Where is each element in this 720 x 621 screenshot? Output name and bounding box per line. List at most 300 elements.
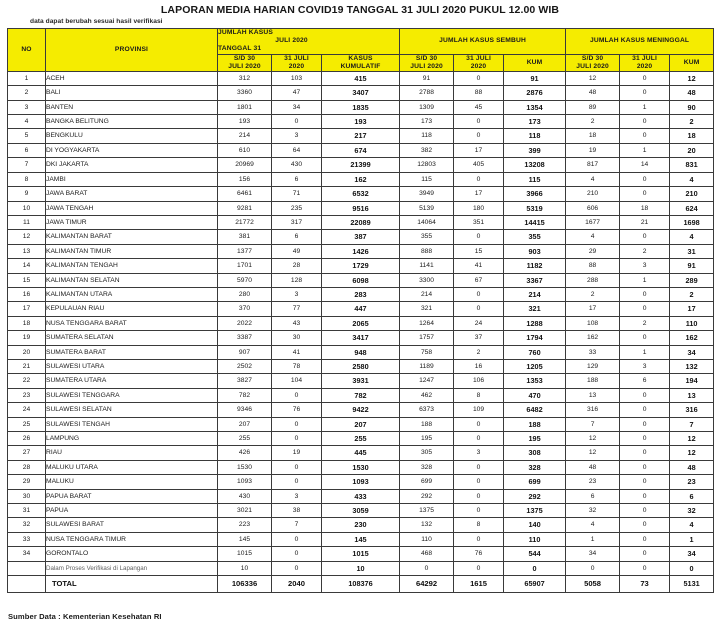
cell-value: 288	[566, 273, 620, 287]
cell-value: 0	[272, 417, 322, 431]
cell-value: 782	[218, 388, 272, 402]
cell-no: 9	[8, 187, 46, 201]
cell-value: 3417	[322, 331, 400, 345]
cell-no: 24	[8, 403, 46, 417]
cell-value: 1182	[504, 259, 566, 273]
cell-value: 22089	[322, 215, 400, 229]
cell-value: 67	[454, 273, 504, 287]
cell-value: 312	[218, 71, 272, 85]
cell-value: 48	[670, 460, 714, 474]
cell-value: 207	[322, 417, 400, 431]
cell-value: 31	[670, 244, 714, 258]
cell-provinsi: JAWA TIMUR	[46, 215, 218, 229]
cell-value: 193	[322, 115, 400, 129]
cell-value: 1757	[400, 331, 454, 345]
cell-value: 34	[272, 100, 322, 114]
table-row	[8, 504, 714, 518]
cell-provinsi: BANTEN	[46, 100, 218, 114]
cell-value: 18	[566, 129, 620, 143]
cell-value: 0	[620, 230, 670, 244]
table-row	[8, 316, 714, 330]
cell-value: 6	[620, 374, 670, 388]
table-row	[8, 489, 714, 503]
cell-value: 0	[620, 287, 670, 301]
cell-value: 6	[670, 489, 714, 503]
cell-value: 24	[454, 316, 504, 330]
cell-value: 3949	[400, 187, 454, 201]
cell-value: 415	[322, 71, 400, 85]
cell-value: 0	[272, 115, 322, 129]
cell-value: 110	[504, 532, 566, 546]
cell-value: 3	[620, 359, 670, 373]
cell-value: 831	[670, 158, 714, 172]
cell-value: 235	[272, 201, 322, 215]
header-kasus-31juli-text: 31 JULI 2020	[284, 54, 309, 70]
header-kasus-31juli	[272, 54, 322, 71]
cell-value: 3300	[400, 273, 454, 287]
cell-provinsi: LAMPUNG	[46, 432, 218, 446]
cell-value: 255	[322, 432, 400, 446]
cell-value: 20969	[218, 158, 272, 172]
cell-value: 47	[272, 86, 322, 100]
table-row	[8, 331, 714, 345]
header-meninggal-kum-text: KUM	[683, 58, 700, 66]
cell-value: 18	[670, 129, 714, 143]
cell-provinsi: JAWA BARAT	[46, 187, 218, 201]
cell-value: 2580	[322, 359, 400, 373]
cell-provinsi: BANGKA BELITUNG	[46, 115, 218, 129]
cell-value: 214	[400, 287, 454, 301]
cell-value: 2	[566, 115, 620, 129]
cell-value: 0	[620, 331, 670, 345]
cell-value: 132	[670, 359, 714, 373]
cell-value: 19	[272, 446, 322, 460]
cell-value: 1015	[218, 547, 272, 561]
cell-value: 328	[400, 460, 454, 474]
cell-value: 1	[566, 532, 620, 546]
cell-value: 14415	[504, 215, 566, 229]
cell-value: 610	[218, 143, 272, 157]
cell-value: 3021	[218, 504, 272, 518]
cell-no: 7	[8, 158, 46, 172]
cell-value: 1377	[218, 244, 272, 258]
cell-value: 214	[218, 129, 272, 143]
cell-value: 13208	[504, 158, 566, 172]
cell-value: 12	[566, 446, 620, 460]
cell-value: 699	[504, 475, 566, 489]
cell-value: 1794	[504, 331, 566, 345]
cell-value: 41	[272, 345, 322, 359]
cell-no: 18	[8, 316, 46, 330]
cell-value: 110	[670, 316, 714, 330]
cell-value: 0	[620, 561, 670, 575]
table-row-total	[8, 576, 714, 593]
cell-value: 10	[218, 561, 272, 575]
cell-no: 31	[8, 504, 46, 518]
cell-value: 355	[400, 230, 454, 244]
cell-no: 3	[8, 100, 46, 114]
cell-no: 21	[8, 359, 46, 373]
cell-value: 8	[454, 518, 504, 532]
cell-value: 1093	[218, 475, 272, 489]
table-row	[8, 287, 714, 301]
cell-value: 351	[454, 215, 504, 229]
cell-value: 13	[566, 388, 620, 402]
header-sembuh-31juli	[454, 54, 504, 71]
table-row	[8, 115, 714, 129]
table-row	[8, 244, 714, 258]
cell-no: 11	[8, 215, 46, 229]
cell-value: 0	[620, 115, 670, 129]
header-group-kasus-line2: JULI 2020	[275, 37, 308, 45]
cell-value: 624	[670, 201, 714, 215]
cell-value: 0	[620, 432, 670, 446]
cell-value: 0	[454, 532, 504, 546]
cell-value: 0	[454, 475, 504, 489]
cell-value: 106	[454, 374, 504, 388]
cell-value: 108	[566, 316, 620, 330]
cell-value: 0	[454, 230, 504, 244]
cell-value: 156	[218, 172, 272, 186]
cell-value: 12	[566, 432, 620, 446]
cell-value: 45	[454, 100, 504, 114]
cell-no	[8, 561, 46, 575]
header-meninggal-sd30-text: S/D 30 JULI 2020	[576, 54, 609, 70]
cell-value: 468	[400, 547, 454, 561]
cell-value: 20	[670, 143, 714, 157]
cell-value: 173	[400, 115, 454, 129]
cell-value: 10	[322, 561, 400, 575]
table-row	[8, 345, 714, 359]
cell-value: 6	[272, 230, 322, 244]
cell-provinsi: SULAWESI BARAT	[46, 518, 218, 532]
table-row	[8, 475, 714, 489]
table-row	[8, 259, 714, 273]
cell-value: 9422	[322, 403, 400, 417]
cell-value: 16	[454, 359, 504, 373]
cell-value: 1	[670, 532, 714, 546]
table-row	[8, 446, 714, 460]
cell-value: 1530	[218, 460, 272, 474]
cell-value: 91	[400, 71, 454, 85]
table-row	[8, 215, 714, 229]
cell-value: 3	[454, 446, 504, 460]
cell-value: 0	[620, 417, 670, 431]
cell-value: 110	[400, 532, 454, 546]
cell-value: 1189	[400, 359, 454, 373]
cell-value: 426	[218, 446, 272, 460]
cell-value: 32	[670, 504, 714, 518]
cell-no: 25	[8, 417, 46, 431]
cell-no: 16	[8, 287, 46, 301]
header-kasus-kumulatif	[322, 54, 400, 71]
cell-value: 34	[670, 547, 714, 561]
table-row	[8, 403, 714, 417]
header-group-tanggal: TANGGAL 31	[218, 45, 262, 53]
cell-value: 1354	[504, 100, 566, 114]
header-sembuh-kum-text: KUM	[526, 58, 543, 66]
cell-value: 12	[670, 446, 714, 460]
cell-value: 64	[272, 143, 322, 157]
cell-no: 20	[8, 345, 46, 359]
cell-no: 17	[8, 302, 46, 316]
table-row	[8, 187, 714, 201]
cell-provinsi: SULAWESI SELATAN	[46, 403, 218, 417]
cell-value: 606	[566, 201, 620, 215]
table-row	[8, 359, 714, 373]
header-meninggal-kum	[670, 54, 714, 71]
cell-total-value: 1615	[454, 576, 504, 593]
cell-value: 0	[454, 489, 504, 503]
table-row	[8, 172, 714, 186]
cell-value: 1	[620, 273, 670, 287]
cell-value: 6	[566, 489, 620, 503]
cell-value: 0	[272, 547, 322, 561]
cell-value: 103	[272, 71, 322, 85]
cell-provinsi: PAPUA BARAT	[46, 489, 218, 503]
cell-value: 0	[620, 86, 670, 100]
cell-value: 1	[620, 143, 670, 157]
cell-provinsi: RIAU	[46, 446, 218, 460]
cell-value: 0	[620, 504, 670, 518]
cell-value: 0	[454, 71, 504, 85]
cell-value: 12	[566, 71, 620, 85]
cell-value: 5970	[218, 273, 272, 287]
header-meninggal-sd30	[566, 54, 620, 71]
cell-value: 1093	[322, 475, 400, 489]
cell-value: 0	[454, 417, 504, 431]
cell-value: 13	[670, 388, 714, 402]
cell-provinsi: KALIMANTAN UTARA	[46, 287, 218, 301]
cell-total-label: TOTAL	[46, 576, 218, 593]
cell-value: 381	[218, 230, 272, 244]
cell-value: 430	[218, 489, 272, 503]
cell-value: 109	[454, 403, 504, 417]
cell-value: 2788	[400, 86, 454, 100]
cell-total-value: 5058	[566, 576, 620, 593]
cell-value: 0	[620, 446, 670, 460]
cell-provinsi: NUSA TENGGARA TIMUR	[46, 532, 218, 546]
header-sembuh-sd30-text: S/D 30 JULI 2020	[410, 54, 443, 70]
cell-value: 0	[620, 187, 670, 201]
cell-provinsi: SUMATERA BARAT	[46, 345, 218, 359]
cell-value: 2876	[504, 86, 566, 100]
cell-value: 5319	[504, 201, 566, 215]
cell-value: 321	[400, 302, 454, 316]
cell-no: 23	[8, 388, 46, 402]
cell-value: 370	[218, 302, 272, 316]
cell-value: 399	[504, 143, 566, 157]
cell-value: 0	[454, 432, 504, 446]
cell-value: 1288	[504, 316, 566, 330]
header-group-row	[8, 29, 714, 55]
cell-value: 89	[566, 100, 620, 114]
cell-value: 760	[504, 345, 566, 359]
cell-value: 0	[454, 302, 504, 316]
cell-provinsi: JAWA TENGAH	[46, 201, 218, 215]
table-row	[8, 230, 714, 244]
cell-value: 4	[566, 518, 620, 532]
cell-value: 0	[272, 460, 322, 474]
cell-no: 14	[8, 259, 46, 273]
cell-value: 6532	[322, 187, 400, 201]
cell-value: 0	[620, 475, 670, 489]
cell-value: 33	[566, 345, 620, 359]
cell-value: 14064	[400, 215, 454, 229]
cell-value: 316	[566, 403, 620, 417]
cell-value: 12803	[400, 158, 454, 172]
cell-value: 118	[504, 129, 566, 143]
cell-value: 308	[504, 446, 566, 460]
cell-value: 7	[566, 417, 620, 431]
cell-value: 91	[670, 259, 714, 273]
cell-value: 4	[670, 518, 714, 532]
cell-value: 21	[620, 215, 670, 229]
cell-value: 1701	[218, 259, 272, 273]
cell-value: 0	[620, 172, 670, 186]
cell-value: 2	[620, 316, 670, 330]
header-meninggal-31juli	[620, 54, 670, 71]
cell-value: 0	[620, 532, 670, 546]
cell-value: 4	[566, 172, 620, 186]
cell-value: 210	[670, 187, 714, 201]
cell-value: 355	[504, 230, 566, 244]
cell-value: 34	[670, 345, 714, 359]
cell-value: 1530	[322, 460, 400, 474]
cell-value: 28	[272, 259, 322, 273]
cell-total-value: 106336	[218, 576, 272, 593]
cell-value: 0	[454, 115, 504, 129]
cell-value: 445	[322, 446, 400, 460]
cell-value: 162	[670, 331, 714, 345]
cell-provinsi: JAMBI	[46, 172, 218, 186]
table-row	[8, 460, 714, 474]
cell-provinsi: MALUKU UTARA	[46, 460, 218, 474]
cell-value: 3367	[504, 273, 566, 287]
cell-value: 948	[322, 345, 400, 359]
header-no: NO	[8, 29, 46, 72]
header-group-jumlah-meninggal: JUMLAH KASUS MENINGGAL	[566, 29, 714, 55]
cell-value: 0	[400, 561, 454, 575]
cell-value: 3360	[218, 86, 272, 100]
cell-total-value: 65907	[504, 576, 566, 593]
cell-value: 0	[272, 432, 322, 446]
cell-value: 9346	[218, 403, 272, 417]
cell-value: 41	[454, 259, 504, 273]
cell-value: 129	[566, 359, 620, 373]
cell-provinsi: PAPUA	[46, 504, 218, 518]
table-row	[8, 417, 714, 431]
cell-value: 29	[566, 244, 620, 258]
cell-value: 387	[322, 230, 400, 244]
cell-value: 1205	[504, 359, 566, 373]
cell-value: 0	[620, 403, 670, 417]
cell-value: 12	[670, 432, 714, 446]
source-footer: Sumber Data : Kementerian Kesehatan RI	[8, 612, 162, 621]
cell-value: 3827	[218, 374, 272, 388]
header-sembuh-sd30	[400, 54, 454, 71]
table-row-verification	[8, 561, 714, 575]
cell-provinsi: KALIMANTAN TENGAH	[46, 259, 218, 273]
cell-value: 1698	[670, 215, 714, 229]
cell-value: 17	[670, 302, 714, 316]
cell-value: 3966	[504, 187, 566, 201]
cell-value: 5139	[400, 201, 454, 215]
cell-value: 8	[454, 388, 504, 402]
cell-value: 0	[454, 172, 504, 186]
cell-provinsi: DI YOGYAKARTA	[46, 143, 218, 157]
cell-value: 195	[504, 432, 566, 446]
cell-no: 8	[8, 172, 46, 186]
cell-value: 6098	[322, 273, 400, 287]
table-row	[8, 158, 714, 172]
cell-value: 90	[670, 100, 714, 114]
cell-value: 217	[322, 129, 400, 143]
cell-value: 6482	[504, 403, 566, 417]
table-row	[8, 201, 714, 215]
header-kasus-sd30-text: S/D 30 JULI 2020	[228, 54, 261, 70]
cell-no: 30	[8, 489, 46, 503]
table-row	[8, 273, 714, 287]
header-sembuh-kum	[504, 54, 566, 71]
cell-value: 433	[322, 489, 400, 503]
cell-no: 6	[8, 143, 46, 157]
cell-no: 33	[8, 532, 46, 546]
cell-value: 1309	[400, 100, 454, 114]
cell-value: 207	[218, 417, 272, 431]
cell-value: 128	[272, 273, 322, 287]
cell-provinsi: KALIMANTAN BARAT	[46, 230, 218, 244]
cell-value: 9281	[218, 201, 272, 215]
cell-value: 19	[566, 143, 620, 157]
cell-value: 4	[670, 172, 714, 186]
cell-value: 3	[272, 489, 322, 503]
cell-no: 4	[8, 115, 46, 129]
cell-value: 194	[670, 374, 714, 388]
cell-provinsi: SULAWESI TENGAH	[46, 417, 218, 431]
cell-value: 18	[620, 201, 670, 215]
cell-value: 305	[400, 446, 454, 460]
cell-total-value: 5131	[670, 576, 714, 593]
cell-value: 145	[218, 532, 272, 546]
page-title: LAPORAN MEDIA HARIAN COVID19 TANGGAL 31 JULI 2020 PUKUL 12.00 WIB	[160, 4, 560, 16]
cell-value: 195	[400, 432, 454, 446]
cell-value: 78	[272, 359, 322, 373]
cell-value: 0	[670, 561, 714, 575]
cell-value: 0	[272, 561, 322, 575]
cell-value: 118	[400, 129, 454, 143]
cell-value: 2	[454, 345, 504, 359]
cell-provinsi: DKI JAKARTA	[46, 158, 218, 172]
cell-value: 223	[218, 518, 272, 532]
cell-value: 193	[218, 115, 272, 129]
cell-value: 0	[454, 561, 504, 575]
cell-no: 15	[8, 273, 46, 287]
table-row	[8, 143, 714, 157]
cell-value: 88	[454, 86, 504, 100]
cell-no	[8, 576, 46, 593]
cell-no: 34	[8, 547, 46, 561]
cell-provinsi: SUMATERA UTARA	[46, 374, 218, 388]
table-row	[8, 129, 714, 143]
cell-value: 317	[272, 215, 322, 229]
cell-value: 49	[272, 244, 322, 258]
cell-value: 1141	[400, 259, 454, 273]
cell-no: 12	[8, 230, 46, 244]
cell-value: 21399	[322, 158, 400, 172]
cell-value: 903	[504, 244, 566, 258]
cell-value: 48	[566, 460, 620, 474]
